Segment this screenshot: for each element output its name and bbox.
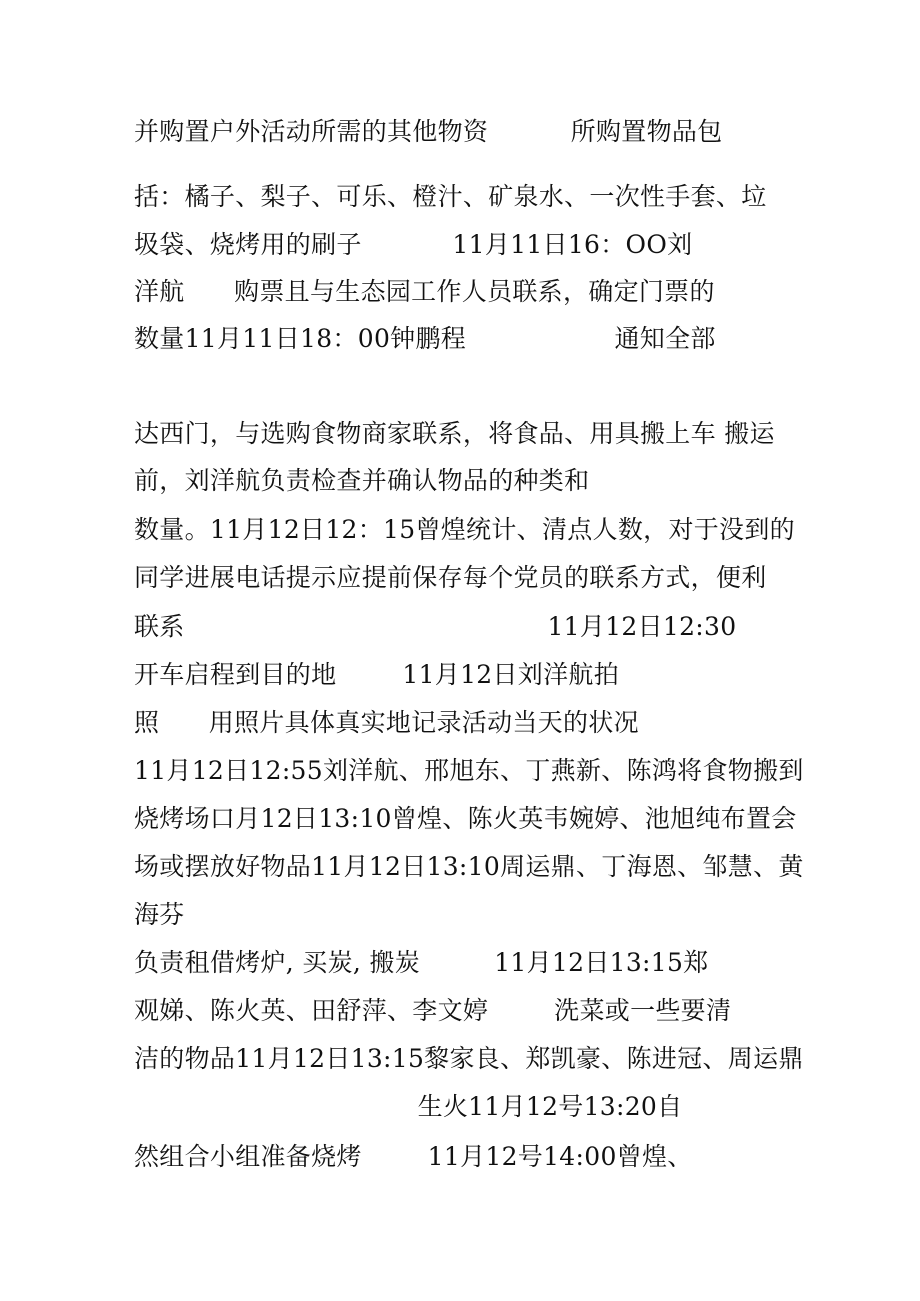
text-line: 生火11月12号13:20自 <box>417 1092 683 1121</box>
text-line: 海芬 <box>134 900 185 929</box>
text-line: 括：橘子、梨子、可乐、橙汁、矿泉水、一次性手套、垃 <box>134 182 767 211</box>
text-line: 洁的物品11月12日13:15黎家良、郑凯豪、陈进冠、周运鼎 <box>134 1044 804 1073</box>
text-line: 场或摆放好物品11月12日13:10周运鼎、丁海恩、邹慧、黄 <box>134 852 804 881</box>
text-line: 负责租借烤炉, 买炭, 搬炭 11月12日13:15郑 <box>134 948 709 977</box>
text-line: 洋航 购票且与生态园工作人员联系，确定门票的 <box>134 277 715 306</box>
text-line: 观娣、陈火英、田舒萍、李文婷 洗菜或一些要清 <box>134 996 732 1025</box>
text-line: 烧烤场口月12日13:10曾煌、陈火英韦婉婷、池旭纯布置会 <box>134 804 797 833</box>
text-line: 11月12日12:55刘洋航、邢旭东、丁燕新、陈鸿将食物搬到 <box>134 756 804 785</box>
text-line: 圾袋、烧烤用的刷子 11月11日16：OO刘 <box>134 230 693 259</box>
text-line: 然组合小组准备烧烤 11月12号14:00曾煌、 <box>134 1142 693 1171</box>
text-line: 数量11月11日18：00钟鹏程 通知全部 <box>134 324 716 353</box>
text-line: 开车启程到目的地 11月12日刘洋航拍 <box>134 660 619 689</box>
text-line: 联系 11月12日12:30 <box>134 612 737 641</box>
text-line: 达西门，与选购食物商家联系，将食品、用具搬上车 搬运 <box>134 419 775 448</box>
text-line: 前，刘洋航负责检查并确认物品的种类和 <box>134 466 590 495</box>
text-line: 照 用照片具体真实地记录活动当天的状况 <box>134 708 639 737</box>
text-line: 数量。11月12日12：15曾煌统计、清点人数，对于没到的 <box>134 515 795 544</box>
text-line: 并购置户外活动所需的其他物资 所购置物品包 <box>134 117 723 146</box>
text-line: 同学进展电话提示应提前保存每个党员的联系方式，便利 <box>134 563 767 592</box>
